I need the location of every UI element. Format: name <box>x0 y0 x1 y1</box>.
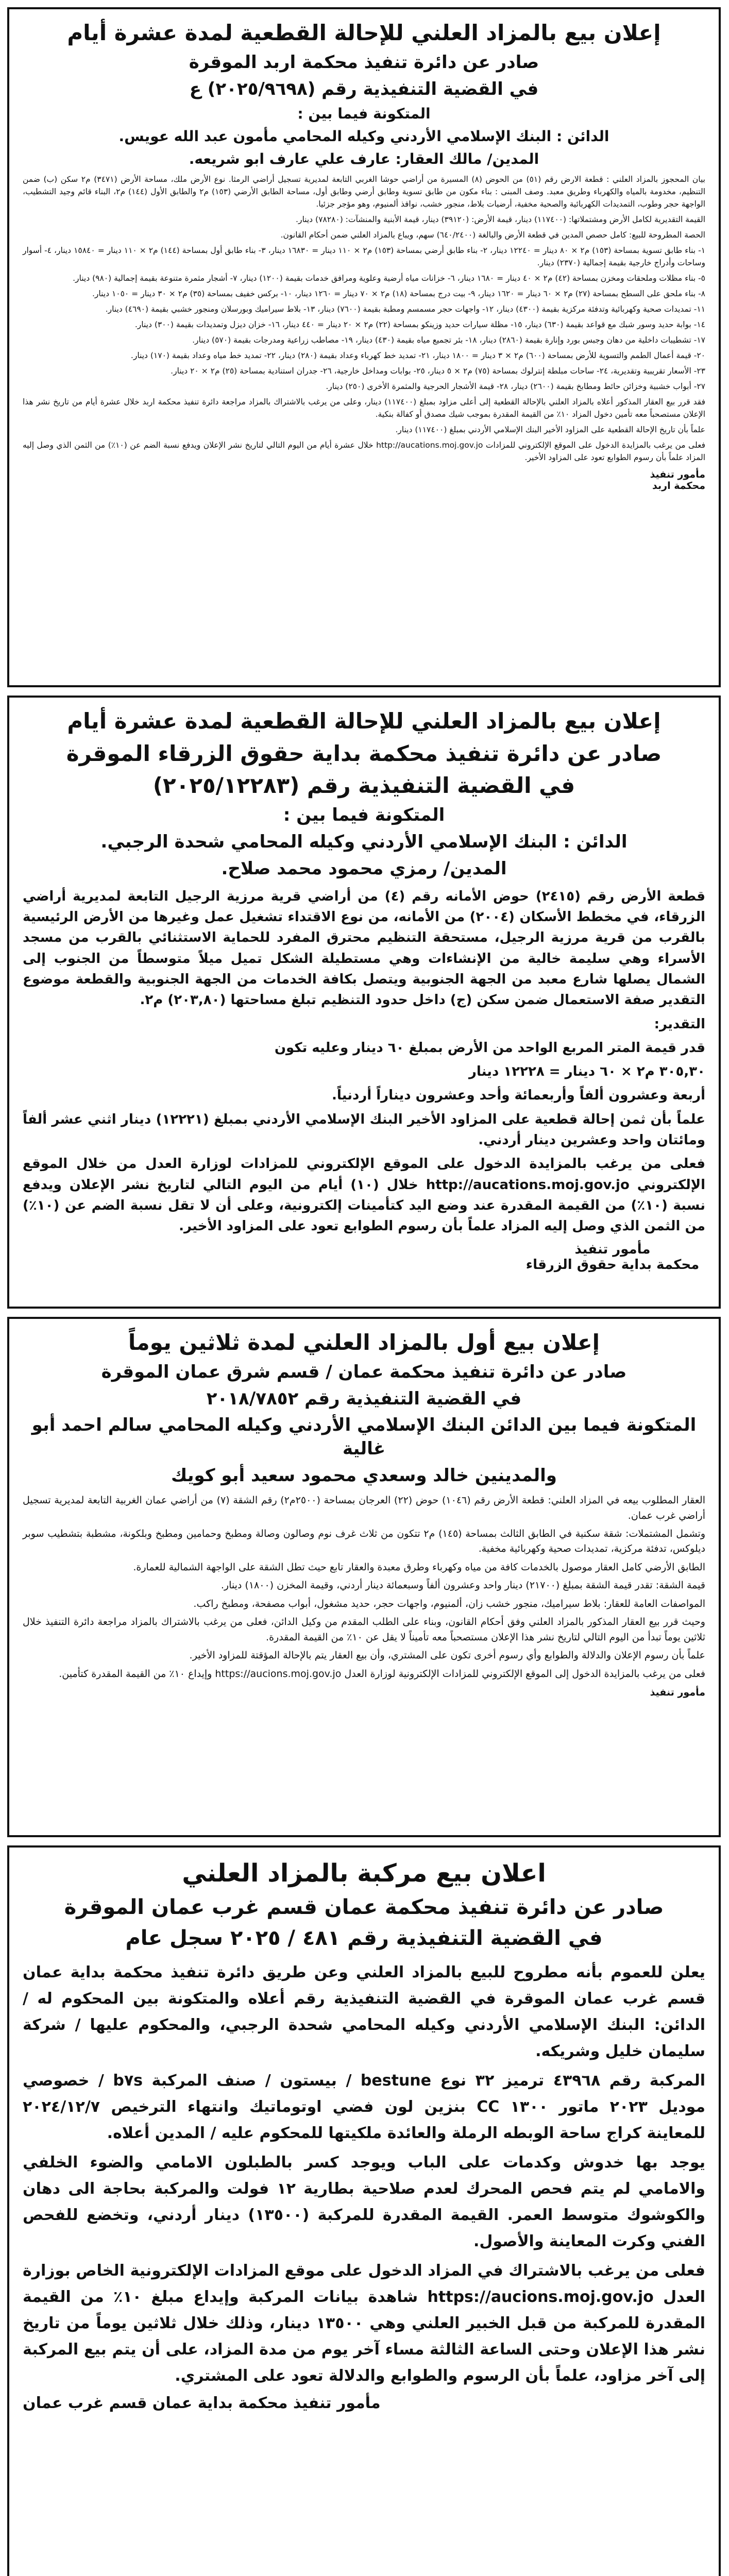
paragraph: ١١- تمديدات صحية وكهربائية وتدفئة مركزية بقيمة (٤٣٠٠) دينار، ١٢- واجهات حجر مسمسم ومطبة بقيمة (٧٦٠٠) دينار، ١٣- بلاط سيراميك وبورسلان ومنجور خشبي بقيمة (٤٦٩٠) دينار. <box>105 304 705 314</box>
notice-irbid <box>7 7 721 687</box>
notice-case-number: في القضية التنفيذية رقم ٤٨١ / ٢٠٢٥ سجل عام <box>125 1926 603 1950</box>
paragraph: المواصفات العامة للعقار: بلاط سيراميك، منجور خشب زان، ألمنيوم، واجهات حجر، حديد مشغول، أبواب مصفحة، ومطبخ راكب. <box>193 1598 705 1609</box>
parties-heading: المتكونة فيما بين : <box>297 105 431 123</box>
paragraph: وحيث قرر بيع العقار المذكور بالمزاد العلني وفق أحكام القانون، وبناء على الطلب المقدم من وكيل الدائن، فعلى من يرغب بالاشتراك بالمزاد مراجعة دائرة التنفيذ خلال ثلاثين يوماً تبدأ من اليوم التالي لتاريخ نشر هذا الإعلان مستصحباً معه تأميناً لا يقل عن ١٠٪ من القيمة المقدرة. <box>23 1616 705 1643</box>
signature-block <box>520 1242 705 1273</box>
paragraph: ٢٠- قيمة أعمال الطمم والتسوية للأرض بمساحة (٦٠٠) م٢ × ٣ دينار = ١٨٠٠ دينار، ٢١- تمديد خط كهرباء وعداد بقيمة (٢٨٠) دينار، ٢٢- تمديد خط مياه وعداد بقيمة (١٧٠) دينار. <box>130 351 705 361</box>
notice-title: إعلان بيع بالمزاد العلني للإحالة القطعية لمدة عشرة أيام <box>67 20 661 45</box>
notice-body <box>23 886 705 1237</box>
paragraph: ٨- بناء ملحق على السطح بمساحة (٢٧) م٢ × ٦٠ دينار = ١٦٢٠ دينار، ٩- بيت درج بمساحة (١٨) م٢ × ٧٠ دينار = ١٢٦٠ دينار، ١٠- بركس خفيف بمساحة (٣٥) م٢ × ٣٠ دينار = ١٠٥٠ دينار. <box>92 289 705 298</box>
signature-block <box>23 469 705 492</box>
paragraph: ٢٣- الأسعار تقريبية وتقديرية، ٢٤- ساحات مبلطة إنترلوك بمساحة (٧٥) م٢ × ٥ دينار، ٢٥- بوابات ومداخل خارجية، ٢٦- جدران استنادية بمساحة (٢٥) م٢ × ٢٠ دينار. <box>171 366 705 376</box>
paragraph: فعلى من يرغب بالمزايدة الدخول على الموقع الإلكتروني للمزادات لوزارة العدل من خلال الموقع الإلكتروني http://aucations.moj.gov.jo خلال (١٠) أيام من اليوم التالي لتاريخ نشر الإعلان ويدفع نسبة (١٠٪) من القيمة المقدرة عند وضع اليد كتأمينات إلكترونية، وعلى أن لا تقل نسبة الضم عن (١٠٪) من الثمن الذي وصل إليه المزاد علماً بأن رسوم الطوابع تعود على المزاود الأخير. <box>23 1156 705 1234</box>
paragraph: ١- بناء طابق تسوية بمساحة (١٥٣) م٢ × ٨٠ دينار = ١٢٢٤٠ دينار، ٢- بناء طابق أرضي بمساحة (١٥٣) م٢ × ١١٠ دينار = ١٦٨٣٠ دينار، ٣- بناء طابق أول بمساحة (١٤٤) م٢ × ١١٠ دينار = ١٥٨٤٠ دينار، ٤- أسوار وساحات وأدراج خارجية بقيمة إجمالية (٢٣٧٠) دينار. <box>23 245 706 267</box>
signature-block <box>23 1687 705 1698</box>
creditor-line: الدائن : البنك الإسلامي الأردني وكيله المحامي مأمون عبد الله عويس. <box>118 128 609 145</box>
paragraph: العقار المطلوب بيعه في المزاد العلني: قطعة الأرض رقم (١٠٤٦) حوض (٢٢) العرجان بمساحة (٢٥٠٠م٢) رقم الشقة (٧) من أراضي عمان الغربية التابعة لمديرية تسجيل أراضي غرب عمان. <box>23 1495 706 1521</box>
signature-block <box>23 2394 705 2412</box>
paragraph: التقدير: <box>654 1016 705 1032</box>
paragraph: فعلى من يرغب بالمزايدة الدخول إلى الموقع الإلكتروني للمزادات الإلكترونية لوزارة العدل https://aucions.moj.gov.jo وإيداع ١٠٪ من القيمة المقدرة كتأمين. <box>59 1668 705 1680</box>
paragraph: قدر قيمة المتر المربع الواحد من الأرض بمبلغ ٦٠ دينار وعليه تكون <box>274 1040 705 1056</box>
paragraph: علماً بأن تاريخ الإحالة القطعية على المزاود الأخير البنك الإسلامي الأردني بمبلغ (١١٧٤٠٠) دينار. <box>395 425 705 435</box>
paragraph: قيمة الشقة: تقدر قيمة الشقة بمبلغ (٢١٧٠٠) دينار واحد وعشرون ألفاً وسبعمائة دينار أردني، وقيمة المخزن (١٨٠٠) دينار. <box>221 1580 705 1591</box>
debtor-line: المدين/ رمزي محمود محمد صلاح. <box>221 858 507 879</box>
paragraph: الحصة المطروحة للبيع: كامل حصص المدين في قطعة الأرض والبالغة (٦٤٠/٢٤٠٠) سهم، ويباع بالمزاد العلني ضمن أحكام القانون. <box>280 230 705 240</box>
notice-subtitle: صادر عن دائرة تنفيذ محكمة عمان قسم غرب عمان الموقرة <box>64 1895 664 1919</box>
creditor-line: المتكونة فيما بين الدائن البنك الإسلامي الأردني وكيله المحامي سالم احمد أبو غالية <box>31 1415 697 1460</box>
paragraph: ١٤- بوابة حديد وسور شبك مع قواعد بقيمة (٦٣٠) دينار، ١٥- مظلة سيارات حديد وزينكو بمساحة (٢٢) م٢ × ٢٠ دينار = ٤٤٠ دينار، ١٦- خزان ديزل وتمديدات بقيمة (٣٠٠) دينار. <box>134 320 705 330</box>
signature-court: محكمة اربد <box>652 480 705 492</box>
creditor-line: الدائن : البنك الإسلامي الأردني وكيله المحامي شحدة الرجبي. <box>100 831 628 852</box>
signature-title: مأمور تنفيذ <box>650 469 705 481</box>
paragraph: علماً بأن رسوم الإعلان والدلالة والطوابع وأي رسوم أخرى تكون على المشتري، وأن بيع العقار يتم بالإحالة المؤقتة للمزاود الأخير. <box>189 1650 705 1662</box>
notice-body <box>23 1493 705 1682</box>
notice-case-number: في القضية التنفيذية رقم ٢٠١٨/٧٨٥٢ <box>206 1388 522 1409</box>
parties-heading: المتكونة فيما بين : <box>283 805 445 826</box>
notice-east-amman <box>7 1317 721 1837</box>
signature-title: مأمور تنفيذ محكمة بداية عمان قسم غرب عمان <box>23 2394 381 2412</box>
paragraph: يوجد بها خدوش وكدمات على الباب ويوجد كسر بالطبلون الامامي والضوء الخلفي والامامي لم يتم فحص المحرك لعدم صلاحية بطارية ١٢ فولت والمركبة بحاجة الى دهان والكوشوك متوسط العمر. القيمة المقدرة للمركبة (١٣٥٠٠) دينار أردني، وتخضع للفحص الفني وكرت المعاينة والأصول. <box>23 2153 706 2250</box>
notice-subtitle: صادر عن دائرة تنفيذ محكمة عمان / قسم شرق عمان الموقرة <box>101 1361 627 1382</box>
paragraph: الطابق الأرضي كامل العقار موصول بالخدمات كافة من مياه وكهرباء وطرق معبدة والعقار تابع حيث تطل الشقة على الواجهة الشمالية للعمارة. <box>133 1561 705 1573</box>
paragraph: ١٧- تشطيبات داخلية من دهان وجبس بورد وإنارة بقيمة (٢٨٦٠) دينار، ١٨- بئر تجميع مياه بقيمة (٤٣٠) دينار، ١٩- مصاطب زراعية ومدرجات بقيمة (٥٧٠) دينار. <box>192 335 705 345</box>
paragraph: فعلى من يرغب بالمزايدة الدخول على الموقع الإلكتروني للمزادات http://aucations.moj.gov.jo خلال عشرة أيام من اليوم التالي لتاريخ نشر الإعلان ويدفع نسبة الضم عن (١٠٪) من الثمن الذي وصل إليه المزاد علماً بأن رسوم الطوابع تعود على المزاود الأخير. <box>23 440 705 463</box>
paragraph: فقد قرر بيع العقار المذكور أعلاه بالمزاد العلني بالإحالة القطعية إلى أعلى مزاود بمبلغ (١١٧٤٠٠) دينار، وعلى من يرغب بالاشتراك بالمزاد مراجعة دائرة تنفيذ محكمة اربد خلال عشرة أيام من تاريخ نشر هذا الإعلان مستصحباً معه تأمين دخول المزاد ١٠٪ من القيمة المقدرة بموجب شيك مصدق أو كفالة بنكية. <box>23 397 705 419</box>
notice-case-number: في القضية التنفيذية رقم (٢٠٢٥/١٢٢٨٣) <box>152 773 575 799</box>
notice-subtitle: صادر عن دائرة تنفيذ محكمة بداية حقوق الزرقاء الموقرة <box>66 740 662 766</box>
notice-zarqa <box>7 696 721 1309</box>
paragraph: ٢٧- أبواب خشبية وخزائن حائط ومطابخ بقيمة (٢٦٠٠) دينار، ٢٨- قيمة الأشجار الحرجية والمثمرة الأخرى (٢٥٠) دينار. <box>326 382 705 392</box>
paragraph: وتشمل المشتملات: شقة سكنية في الطابق الثالث بمساحة (١٤٥) م٢ تتكون من ثلاث غرف نوم وصالون وصالة ومطبخ وحمامين ومطبخ وبلكونة، مشطبة بتشطيب سوبر ديلوكس، تدفئة مركزية، تمديدات صحية وكهربائية مخفية. <box>23 1528 705 1555</box>
paragraph: قطعة الأرض رقم (٢٤١٥) حوض الأمانه رقم (٤) من أراضي قرية مرزية الرجيل التابعة لمديرية أراضي الزرقاء، في مخطط الأسكان (٢٠٠٤) من الأمانه، من نوع الاقتداء تشغيل عمل وغيرها من الأرض الرئيسية بالقرب من قرية مرزية الرجيل، مستحقة التنظيم محترق المفرد للحماية الاستثنائي بالقرب من مسجد الأسراء وهي سليمة خالية من الإنشاءات وهي مستطيلة الشكل تميل ميلاً متوسطاً من الجنوب إلى الشمال يصلها شارع معبد من الجهة الجنوبية ويتصل بكافة الخدمات من الجهة الجنوبية والقطعة موضوع التقدير صفة الاستعمال ضمن سكن (ج) داخل حدود التنظيم تبلغ مساحتها (٢٠٣,٨٠) م٢. <box>23 888 706 1008</box>
notice-title: إعلان بيع أول بالمزاد العلني لمدة ثلاثين يوماً <box>128 1330 600 1355</box>
paragraph: علماً بأن ثمن إحالة قطعية على المزاود الأخير البنك الإسلامي الأردني بمبلغ (١٢٢٢١) دينار اثني عشر ألفاً ومائتان واحد وعشرين دينار أردني. <box>23 1111 705 1148</box>
signature-title: مأمور تنفيذ <box>650 1686 705 1698</box>
notice-case-number: في القضية التنفيذية رقم (٢٠٢٥/٩٦٩٨) ع <box>189 78 539 99</box>
paragraph: ٥- بناء مظلات وملحقات ومخزن بمساحة (٤٢) م٢ × ٤٠ دينار = ١٦٨٠ دينار، ٦- خزانات مياه أرضية وعلوية ومرافق خدمات بقيمة (١٢٠٠) دينار، ٧- أشجار مثمرة متنوعة بقيمة إجمالية (٩٨٠) دينار. <box>73 273 705 283</box>
debtor-line: المدين/ مالك العقار: عارف علي عارف ابو شريعه. <box>189 150 539 168</box>
notice-vehicle-west-amman <box>7 1845 721 2576</box>
notice-title: إعلان بيع بالمزاد العلني للإحالة القطعية لمدة عشرة أيام <box>67 708 661 734</box>
notice-subtitle: صادر عن دائرة تنفيذ محكمة اربد الموقرة <box>189 52 539 73</box>
paragraph: يعلن للعموم بأنه مطروح للبيع بالمزاد العلني وعن طريق دائرة تنفيذ محكمة بداية عمان قسم غرب عمان الموقرة في القضية التنفيذية رقم أعلاه والمتكونة بين المحكوم له / الدائن: البنك الإسلامي الأردني وكيله المحامي شحدة الرجبي، والمحكوم عليها / شركة سليمان خليل وشريكه. <box>23 1963 705 2060</box>
signature-court: محكمة بداية حقوق الزرقاء <box>525 1257 700 1273</box>
paragraph: بيان المحجوز بالمزاد العلني : قطعة الارض رقم (٥١) من الحوض (٨) المسيرة من أراضي حوشا الغربي التابعة لمديرية تسجيل أراضي الرمثا. نوع الأرض ملك، مساحة الأرض (٣٤٧١) م٢ سكن (ب) ضمن التنظيم، مخدومة بالمياه والكهرباء وطريق معبد. وصف المبنى : بناء مكون من طابق تسوية وطابق أرضي وطابق أول، مساحة الطابق الأرضي (١٥٣) م٢ والطابق الأول (١٤٤) م٢، البناء قائم وجيد التشطيب، الواجهة حجر وطوب، التمديدات الكهربائية والصحية مخفية، أرضيات بلاط، منجور خشب، نوافذ ألمنيوم، وهو مؤجر جزئيا. <box>23 174 706 209</box>
paragraph: المركبة رقم ٤٣٩٦٨ ترميز ٣٢ نوع bestune / بيستون / صنف المركبة b٧s / خصوصي موديل ٢٠٢٣ ماتور ١٣٠٠ CC بنزين لون فضي اوتوماتيك وانتهاء الترخيص ٢٠٢٤/١٢/٧ للمعاينة كراج ساحة الوبطه الرملة والعائدة ملكيتها للمحكوم عليه / المدين أعلاه. <box>23 2071 706 2142</box>
paragraph: فعلى من يرغب بالاشتراك في المزاد الدخول على موقع المزادات الإلكترونية الخاص بوزارة العدل https://aucions.moj.gov.jo شاهدة بيانات المركبة وإيداع مبلغ ١٠٪ من القيمة المقدرة للمركبة من قبل الخبير العلني وهي ١٣٥٠٠ دينار، وذلك خلال ثلاثين يوماً من تاريخ نشر هذا الإعلان وحتى الساعة الثالثة مساء آخر يوم من مدة المزاد، على أن يتم بيع المركبة إلى آخر مزاود، علماً بأن الرسوم والطوابع والدلالة تعود على المشتري. <box>23 2261 705 2385</box>
paragraph: أربعة وعشرون ألفاً وأربعمائة وأحد وعشرون ديناراً أردنياً. <box>331 1088 705 1104</box>
paragraph: ٣٠٥,٣٠ م٢ × ٦٠ دينار = ١٢٢٢٨ دينار <box>468 1064 705 1080</box>
notice-body <box>23 173 705 464</box>
paragraph: القيمة التقديرية لكامل الأرض ومشتملاتها: (١١٧٤٠٠) دينار، قيمة الأرض: (٣٩١٢٠) دينار، قيمة الأبنية والمنشآت: (٧٨٢٨٠) دينار. <box>296 214 705 224</box>
notice-title: اعلان بيع مركبة بالمزاد العلني <box>182 1859 546 1888</box>
notice-body <box>23 1959 705 2389</box>
debtor-line: والمدينين خالد وسعدي محمود سعيد أبو كويك <box>171 1465 557 1486</box>
signature-title: مأمور تنفيذ <box>574 1242 651 1258</box>
